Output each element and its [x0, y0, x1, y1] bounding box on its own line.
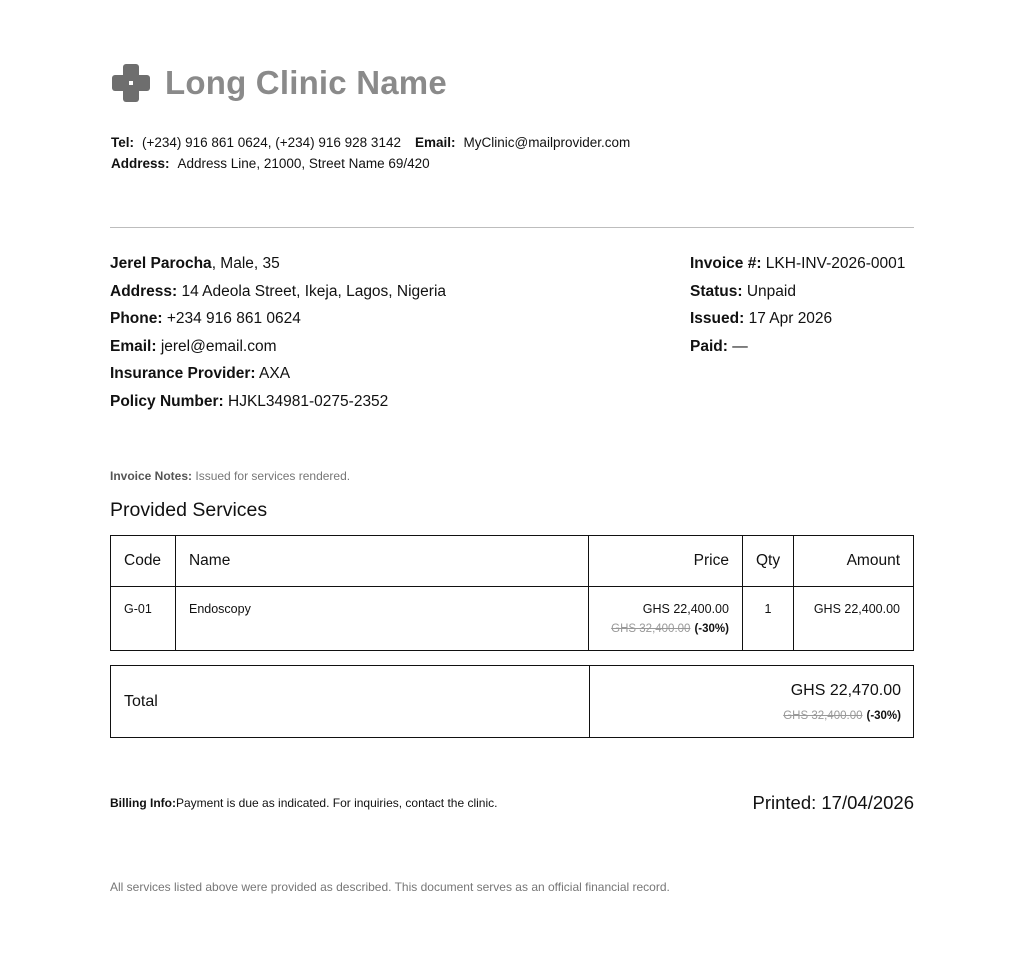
patient-email-label: Email: — [110, 337, 157, 355]
invoice-meta — [690, 250, 905, 360]
invoice-notes-text: Issued for services rendered. — [192, 469, 351, 483]
invoice-paid-label: Paid: — [690, 337, 728, 355]
email-label: Email: — [414, 135, 456, 150]
header-amount: Amount — [794, 536, 914, 587]
invoice-status: Unpaid — [742, 282, 796, 300]
patient-insurance-line — [110, 360, 446, 388]
billing-info — [110, 796, 497, 810]
patient-policy-label: Policy Number: — [110, 392, 224, 410]
invoice-notes — [110, 469, 350, 483]
services-table — [110, 535, 914, 651]
total-label: Total — [111, 666, 590, 738]
patient-phone-label: Phone: — [110, 310, 163, 327]
patient-address-line — [110, 278, 446, 306]
patient-info — [110, 250, 446, 415]
patient-phone: +234 916 861 0624 — [162, 310, 301, 327]
service-price-cell — [589, 587, 743, 651]
service-price-discount — [602, 621, 729, 635]
total-amount: GHS 22,470.00 — [790, 682, 901, 699]
tel-label: Tel: — [111, 135, 134, 150]
total-discount: (-30%) — [866, 710, 901, 722]
header-qty: Qty — [742, 536, 793, 587]
clinic-tel: (+234) 916 861 0624, (+234) 916 928 3142 — [142, 135, 401, 150]
service-discount: (-30%) — [694, 623, 729, 635]
patient-address-label: Address: — [110, 282, 178, 300]
patient-email: jerel@email.com — [156, 337, 277, 355]
invoice-number: LKH-INV-2026-0001 — [761, 255, 906, 272]
patient-email-line — [110, 333, 446, 361]
header-price: Price — [589, 536, 743, 587]
patient-name-line — [110, 250, 446, 278]
billing-text: Payment is due as indicated. For inquiries, contact the clinic. — [175, 796, 498, 810]
footer-note: All services listed above were provided as described. This document serves as an official financial record. — [110, 880, 670, 894]
total-value-cell — [590, 666, 914, 738]
patient-address: 14 Adeola Street, Ikeja, Lagos, Nigeria — [177, 282, 447, 300]
patient-name: Jerel Parocha — [110, 255, 212, 272]
totals-table — [110, 665, 914, 738]
invoice-status-label: Status: — [690, 282, 743, 300]
address-label: Address: — [111, 156, 170, 171]
clinic-brand — [110, 60, 447, 106]
patient-policy: HJKL34981-0275-2352 — [223, 392, 389, 410]
service-original-price: GHS 32,400.00 — [611, 623, 691, 635]
invoice-issued: 17 Apr 2026 — [744, 310, 833, 327]
invoice-issued-line — [690, 305, 905, 333]
printed-date: Printed: 17/04/2026 — [752, 792, 914, 813]
patient-insurance: AXA — [255, 365, 291, 382]
total-original: GHS 32,400.00 — [783, 710, 863, 722]
medical-cross-icon — [110, 62, 152, 104]
table-row — [111, 587, 914, 651]
service-code: G-01 — [111, 587, 176, 651]
invoice-status-line — [690, 278, 905, 306]
invoice-number-line — [690, 250, 905, 278]
clinic-header — [110, 60, 447, 106]
service-name: Endoscopy — [175, 587, 588, 651]
services-header-row — [111, 536, 914, 587]
invoice-paid: — — [727, 337, 748, 355]
patient-demographics: , Male, 35 — [211, 255, 280, 272]
header-divider — [110, 227, 914, 228]
service-qty: 1 — [742, 587, 793, 651]
clinic-address: Address Line, 21000, Street Name 69/420 — [177, 156, 430, 171]
billing-label: Billing Info: — [110, 796, 176, 810]
patient-phone-line — [110, 305, 446, 333]
service-amount: GHS 22,400.00 — [794, 587, 914, 651]
clinic-name: Long Clinic Name — [165, 64, 447, 101]
total-discount-line — [590, 706, 901, 724]
invoice-issued-label: Issued: — [690, 310, 745, 327]
invoice-paid-line — [690, 333, 905, 361]
invoice-notes-label: Invoice Notes: — [110, 469, 193, 483]
total-row — [111, 666, 914, 738]
services-title: Provided Services — [110, 499, 268, 521]
clinic-contact-line — [111, 132, 630, 153]
header-code: Code — [111, 536, 176, 587]
header-name: Name — [175, 536, 588, 587]
clinic-contact — [111, 132, 630, 174]
patient-policy-line — [110, 388, 446, 416]
clinic-address-line — [111, 153, 630, 174]
service-price: GHS 22,400.00 — [642, 602, 729, 616]
patient-insurance-label: Insurance Provider: — [110, 365, 256, 382]
clinic-email: MyClinic@mailprovider.com — [463, 135, 631, 150]
invoice-number-label: Invoice #: — [690, 255, 762, 272]
